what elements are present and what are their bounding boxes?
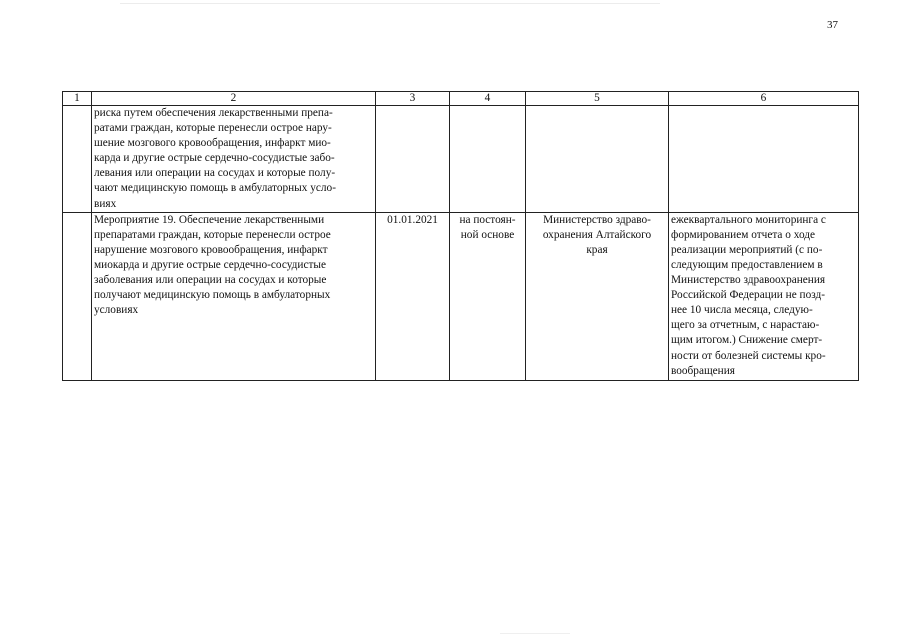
header-col-5: 5 <box>526 92 669 106</box>
page-number: 37 <box>827 19 838 31</box>
row1-number-cell <box>63 106 92 213</box>
table-row <box>63 106 859 213</box>
row2-description-cell: Мероприятие 19. Обеспечение лекарственными препаратами граждан, которые перенесли острое нарушение мозгового кровообращения, инфаркт миокарда и другие острые сердечно-сосудистые заболевания или операции на сосудах и которые получают медицинскую помощь в амбулаторных условиях <box>92 212 376 380</box>
measures-table <box>62 91 859 381</box>
header-col-6: 6 <box>669 92 859 106</box>
scan-artifact-bottom <box>500 633 570 634</box>
row1-result-cell <box>669 106 859 213</box>
header-col-4: 4 <box>450 92 526 106</box>
table-row <box>63 212 859 380</box>
row1-date-cell <box>376 106 450 213</box>
row2-date-cell: 01.01.2021 <box>376 212 450 380</box>
row2-period-cell: на постоян- ной основе <box>450 212 526 380</box>
row1-period-cell <box>450 106 526 213</box>
row2-executor-cell: Министерство здраво- охранения Алтайского края <box>526 212 669 380</box>
row2-number-cell <box>63 212 92 380</box>
header-col-1: 1 <box>63 92 92 106</box>
header-col-3: 3 <box>376 92 450 106</box>
row1-executor-cell <box>526 106 669 213</box>
header-col-2: 2 <box>92 92 376 106</box>
table-header-row <box>63 92 859 106</box>
row2-result-cell: ежеквартального мониторинга с формированием отчета о ходе реализации мероприятий (с по- следующим предоставлением в Министерство здравоохранения Российской Федерации не позд- нее 10 числа месяца, следую- щего за отчетным, с нарастаю- щим итогом.) Снижение смерт- ности от болезней системы кро- вообращения <box>669 212 859 380</box>
row1-description-cell: риска путем обеспечения лекарственными препа- ратами граждан, которые перенесли острое нару- шение мозгового кровообращения, инфаркт мио- карда и другие острые сердечно-сосудистые забо- левания или операции на сосудах и которые полу- чают медицинскую помощь в амбулаторных усло- виях <box>92 106 376 213</box>
scan-artifact-top <box>120 3 660 4</box>
